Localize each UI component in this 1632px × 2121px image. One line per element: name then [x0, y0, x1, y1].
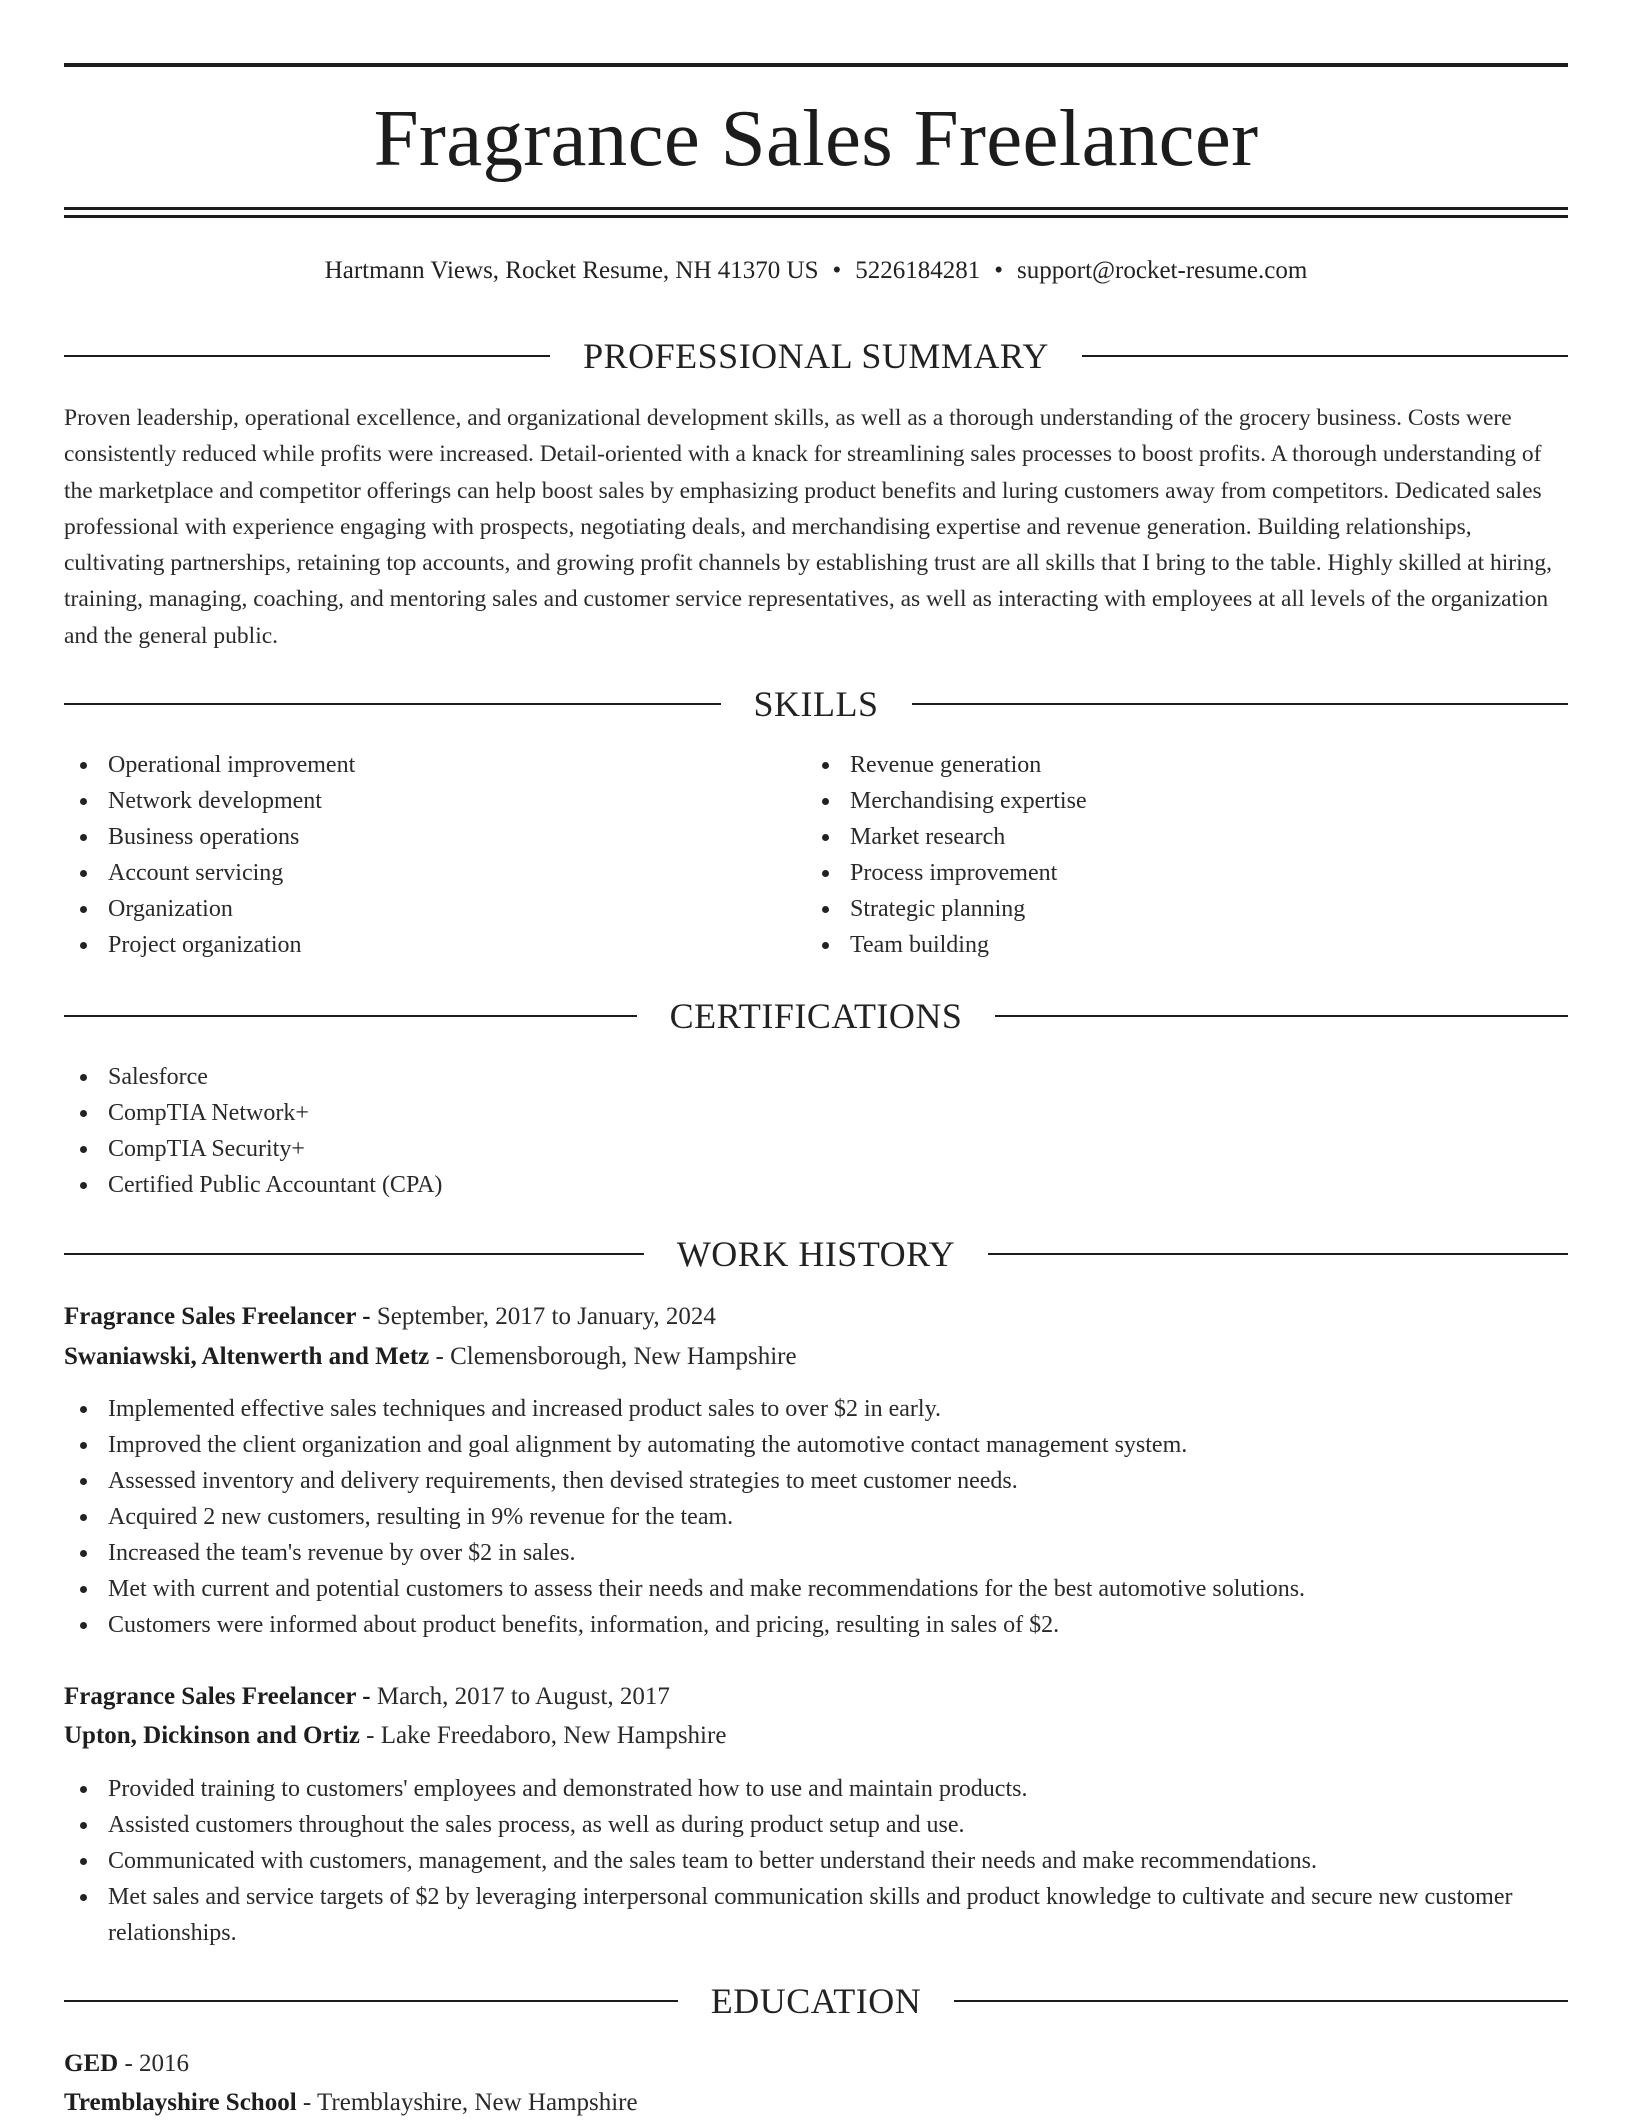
skill-item: Operational improvement [64, 747, 764, 783]
certification-item: Salesforce [64, 1059, 1568, 1095]
job-location: Clemensborough, New Hampshire [450, 1343, 797, 1370]
heading-rule-left [64, 2000, 678, 2002]
skills-heading [64, 682, 1568, 726]
job-location: Lake Freedaboro, New Hampshire [380, 1722, 727, 1749]
summary-heading [64, 334, 1568, 378]
job-company: Upton, Dickinson and Ortiz [64, 1722, 360, 1749]
job-dates: March, 2017 to August, 2017 [376, 1683, 670, 1710]
job-1-bullets [64, 1391, 1568, 1643]
heading-rule-right [954, 2000, 1568, 2002]
contact-phone: 5226184281 [855, 257, 981, 284]
education-school-line: Tremblayshire School - Tremblayshire, New Hampshire [64, 2089, 638, 2116]
summary-heading-label: PROFESSIONAL SUMMARY [583, 336, 1049, 376]
job-bullet: Increased the team's revenue by over $2 in sales. [64, 1535, 1568, 1571]
skills-list-right [806, 747, 1506, 963]
title-rule-lower [64, 215, 1568, 218]
education-heading [64, 1979, 1568, 2023]
job-bullet: Met sales and service targets of $2 by leveraging interpersonal communication skills and product knowledge to cultivate and secure new customer relationships. [64, 1879, 1568, 1951]
work-heading [64, 1232, 1568, 1276]
skill-item: Account servicing [64, 855, 764, 891]
certification-item: Certified Public Accountant (CPA) [64, 1167, 1568, 1203]
job-1-company-line: Swaniawski, Altenwerth and Metz - Clemensborough, New Hampshire [64, 1343, 797, 1370]
certifications-heading [64, 994, 1568, 1038]
job-bullet: Assisted customers throughout the sales process, as well as during product setup and use. [64, 1807, 1568, 1843]
heading-rule-right [912, 703, 1569, 705]
job-bullet: Assessed inventory and delivery requirements, then devised strategies to meet customer needs. [64, 1463, 1568, 1499]
contact-email: support@rocket-resume.com [1017, 257, 1308, 284]
skill-item: Process improvement [806, 855, 1506, 891]
job-2-title-line: Fragrance Sales Freelancer - March, 2017 to August, 2017 [64, 1683, 670, 1710]
job-bullet: Implemented effective sales techniques and increased product sales to over $2 in early. [64, 1391, 1568, 1427]
job-dates: September, 2017 to January, 2024 [376, 1303, 716, 1330]
skill-item: Merchandising expertise [806, 783, 1506, 819]
skill-item: Project organization [64, 927, 764, 963]
skill-item: Team building [806, 927, 1506, 963]
job-2-bullets [64, 1771, 1568, 1951]
skill-item: Strategic planning [806, 891, 1506, 927]
contact-separator: • [994, 257, 1004, 284]
heading-rule-right [1082, 355, 1568, 357]
skill-item: Market research [806, 819, 1506, 855]
contact-separator: • [832, 257, 842, 284]
skill-item: Network development [64, 783, 764, 819]
skill-item: Revenue generation [806, 747, 1506, 783]
job-company: Swaniawski, Altenwerth and Metz [64, 1343, 430, 1370]
contact-line [64, 254, 1568, 288]
education-location: Tremblayshire, New Hampshire [317, 2089, 638, 2116]
certifications-list [64, 1059, 1568, 1203]
job-bullet: Acquired 2 new customers, resulting in 9% revenue for the team. [64, 1499, 1568, 1535]
top-rule [64, 63, 1568, 67]
resume-title: Fragrance Sales Freelancer [373, 93, 1259, 183]
heading-rule-left [64, 703, 721, 705]
skill-item: Organization [64, 891, 764, 927]
contact-address: Hartmann Views, Rocket Resume, NH 41370 US [324, 257, 819, 284]
job-1-title-line: Fragrance Sales Freelancer - September, 2017 to January, 2024 [64, 1303, 716, 1330]
job-title: Fragrance Sales Freelancer [64, 1683, 357, 1710]
job-2-company-line: Upton, Dickinson and Ortiz - Lake Freedaboro, New Hampshire [64, 1722, 727, 1749]
title-rule-upper [64, 207, 1568, 210]
education-heading-label: EDUCATION [710, 1981, 922, 2021]
certifications-heading-label: CERTIFICATIONS [669, 996, 963, 1036]
education-degree-line: GED - 2016 [64, 2050, 190, 2077]
heading-rule-left [64, 1015, 637, 1017]
job-title: Fragrance Sales Freelancer [64, 1303, 357, 1330]
heading-rule-left [64, 355, 550, 357]
job-bullet: Communicated with customers, management, and the sales team to better understand their needs and make recommendations. [64, 1843, 1568, 1879]
certification-item: CompTIA Security+ [64, 1131, 1568, 1167]
skills-heading-label: SKILLS [753, 684, 879, 724]
job-bullet: Improved the client organization and goal alignment by automating the automotive contact management system. [64, 1427, 1568, 1463]
job-bullet: Customers were informed about product benefits, information, and pricing, resulting in sales of $2. [64, 1607, 1568, 1643]
heading-rule-right [988, 1253, 1568, 1255]
heading-rule-left [64, 1253, 644, 1255]
heading-rule-right [995, 1015, 1568, 1017]
education-school: Tremblayshire School [64, 2089, 297, 2116]
education-year: 2016 [139, 2050, 190, 2077]
job-bullet: Met with current and potential customers to assess their needs and make recommendations for the best automotive solutions. [64, 1571, 1568, 1607]
job-bullet: Provided training to customers' employees and demonstrated how to use and maintain products. [64, 1771, 1568, 1807]
education-degree: GED [64, 2050, 119, 2077]
summary-text: Proven leadership, operational excellence, and organizational development skills, as well as a thorough understanding of the grocery business. Costs were consistently reduced while profits were increased. Detail-oriented with a knack for streamlining sales processes to boost profits. A thorough understanding of the marketplace and competitor offerings can help boost sales by emphasizing product benefits and luring customers away from competitors. Dedicated sales professional with experience engaging with prospects, negotiating deals, and merchandising expertise and revenue generation. Building relationships, cultivating partnerships, retaining top accounts, and growing profit channels by establishing trust are all skills that I bring to the table. Highly skilled at hiring, training, managing, coaching, and mentoring sales and customer service representatives, as well as interacting with employees at all levels of the organization and the general public. [64, 405, 1553, 649]
skills-list-left [64, 747, 764, 963]
work-heading-label: WORK HISTORY [676, 1234, 956, 1274]
skill-item: Business operations [64, 819, 764, 855]
certification-item: CompTIA Network+ [64, 1095, 1568, 1131]
